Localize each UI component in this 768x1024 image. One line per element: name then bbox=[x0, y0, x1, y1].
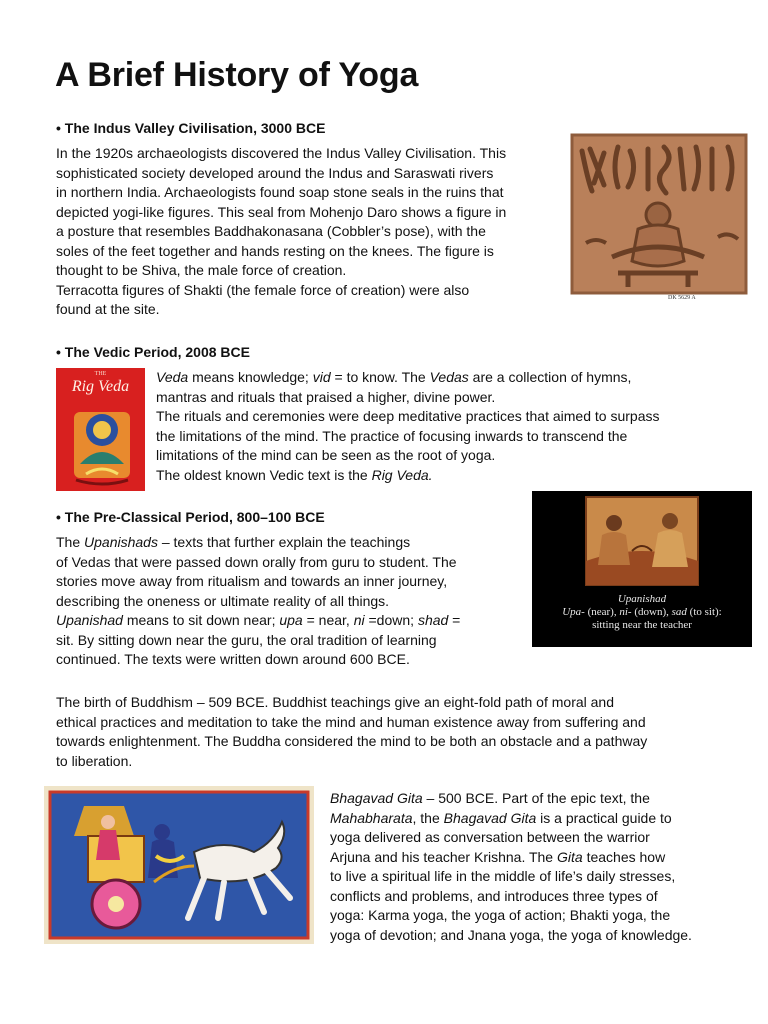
buddhism-line: ethical practices and meditation to take the mind and human existence away from suffering and bbox=[56, 713, 646, 730]
preclassical-line: stories move away from ritualism and towards an inner journey, bbox=[56, 573, 448, 589]
term-ni: ni bbox=[353, 612, 365, 628]
text-span: Arjuna and his teacher Krishna. The bbox=[330, 848, 557, 865]
text-span: = bbox=[448, 612, 461, 628]
preclassical-line: sit. By sitting down near the guru, the oral tradition of learning bbox=[56, 631, 437, 648]
text-span: is a practical guide to bbox=[536, 809, 672, 826]
gita-line bbox=[330, 848, 750, 868]
text-span: – 500 BCE. Part of the epic text, the bbox=[422, 790, 650, 806]
indus-line: in northern India. Archaeologists found soap stone seals in the ruins that bbox=[56, 184, 504, 200]
term-rig-veda: Rig Veda. bbox=[371, 466, 433, 483]
vedic-line: mantras and rituals that praised a higher, divine power. bbox=[156, 388, 496, 405]
book-title: Rig Veda bbox=[71, 378, 130, 395]
upanishad-caption-line: sitting near the teacher bbox=[592, 619, 692, 631]
text-span: means knowledge; bbox=[188, 369, 313, 385]
vedic-line: the limitations of the mind. The practice of focusing inwards to transcend the bbox=[156, 427, 628, 444]
indus-line: depicted yogi-like figures. This seal from Mohenjo Daro shows a figure in bbox=[56, 203, 507, 220]
gita-paragraph bbox=[330, 789, 750, 945]
gita-line: to live a spiritual life in the middle of life’s daily stresses, bbox=[330, 868, 676, 884]
preclassical-paragraph bbox=[56, 533, 526, 670]
indus-line: Terracotta figures of Shakti (the female force of creation) were also bbox=[56, 281, 470, 298]
term-mahabharata: Mahabharata bbox=[330, 809, 413, 826]
text-span: = near, bbox=[302, 612, 354, 628]
text-span: teaches how bbox=[582, 848, 666, 865]
term-gita: Gita bbox=[557, 848, 583, 865]
text-span: means to sit down near; bbox=[122, 612, 280, 628]
term-shad: shad bbox=[417, 612, 449, 628]
bhagavad-gita-painting-image bbox=[44, 786, 314, 944]
vedic-line: The rituals and ceremonies were deep meditative practices that aimed to surpass bbox=[156, 408, 660, 424]
buddhism-paragraph bbox=[56, 693, 746, 771]
text-span: – texts that further explain the teachings bbox=[157, 534, 411, 550]
text-span: are a collection of hymns, bbox=[468, 369, 632, 385]
text-span: = to know. The bbox=[330, 369, 430, 385]
caption-span: (down), bbox=[631, 606, 672, 618]
preclassical-line: continued. The texts were written down around 600 BCE. bbox=[56, 651, 410, 667]
indus-line: a posture that resembles Baddhakonasana (Cobbler’s pose), with the bbox=[56, 223, 486, 239]
term-upanishad: Upanishad bbox=[56, 612, 123, 628]
preclassical-line bbox=[56, 611, 526, 631]
caption-span: (to sit): bbox=[686, 606, 722, 618]
seal-image-caption: DK 5629 A bbox=[668, 295, 696, 301]
text-span: , the bbox=[412, 809, 444, 826]
indus-line: found at the site. bbox=[56, 301, 160, 317]
preclassical-heading: • The Pre-Classical Period, 800–100 BCE bbox=[56, 509, 325, 525]
caption-span: (near), bbox=[584, 606, 620, 618]
buddhism-line: to liberation. bbox=[56, 752, 133, 769]
page-title: A Brief History of Yoga bbox=[55, 56, 419, 94]
text-span: The oldest known Vedic text is the bbox=[156, 466, 372, 483]
buddhism-line: towards enlightenment. The Buddha considered the mind to be both an obstacle and a pathway bbox=[56, 733, 648, 749]
indus-line: thought to be Shiva, the male force of creation. bbox=[56, 262, 347, 278]
vedic-line: limitations of the mind can be seen as the root of yoga. bbox=[156, 447, 496, 463]
gita-line: yoga: Karma yoga, the yoga of action; Bhakti yoga, the bbox=[330, 907, 671, 923]
caption-term: Upa- bbox=[562, 606, 585, 618]
term-bhagavad-gita: Bhagavad Gita bbox=[330, 790, 423, 806]
buddhism-line: The birth of Buddhism – 509 BCE. Buddhist teachings give an eight-fold path of moral and bbox=[56, 694, 615, 710]
term-bhagavad-gita: Bhagavad Gita bbox=[443, 809, 537, 826]
term-vid: vid bbox=[312, 369, 331, 385]
book-small-label: THE bbox=[94, 371, 107, 377]
preclassical-line: of Vedas that were passed down orally from guru to student. The bbox=[56, 553, 457, 570]
vedic-paragraph bbox=[156, 368, 746, 485]
indus-line: sophisticated society developed around the Indus and Saraswati rivers bbox=[56, 164, 494, 181]
vedic-heading: • The Vedic Period, 2008 BCE bbox=[56, 344, 250, 360]
mohenjo-daro-seal-image bbox=[568, 133, 748, 305]
text-span: =down; bbox=[364, 612, 418, 628]
caption-term: sad bbox=[671, 606, 687, 618]
term-upanishads: Upanishads bbox=[84, 534, 158, 550]
gita-line: yoga of devotion; and Jnana yoga, the yoga of knowledge. bbox=[330, 926, 692, 943]
vedic-line bbox=[156, 466, 746, 486]
rig-veda-book-image bbox=[56, 368, 145, 491]
vedic-line bbox=[156, 368, 746, 388]
term-veda: Veda bbox=[156, 369, 189, 385]
upanishad-caption-title: Upanishad bbox=[617, 593, 667, 605]
gita-line bbox=[330, 809, 750, 829]
indus-line: soles of the feet together and hands resting on the knees. The figure is bbox=[56, 242, 494, 259]
preclassical-line bbox=[56, 533, 526, 553]
indus-line: In the 1920s archaeologists discovered the Indus Valley Civilisation. This bbox=[56, 145, 507, 161]
indus-heading: • The Indus Valley Civilisation, 3000 BCE bbox=[56, 120, 326, 136]
upanishad-caption-line bbox=[532, 606, 752, 619]
term-vedas: Vedas bbox=[429, 369, 469, 385]
gita-line bbox=[330, 789, 750, 809]
caption-term: ni- bbox=[619, 606, 632, 618]
gita-line: yoga delivered as conversation between the warrior bbox=[330, 829, 650, 845]
indus-paragraph bbox=[56, 144, 566, 320]
preclassical-line: describing the oneness or ultimate reality of all things. bbox=[56, 592, 390, 609]
upanishad-image bbox=[532, 491, 752, 647]
gita-line: conflicts and problems, and introduces three types of bbox=[330, 887, 658, 904]
text-span: The bbox=[56, 534, 85, 550]
term-upa: upa bbox=[279, 612, 303, 628]
